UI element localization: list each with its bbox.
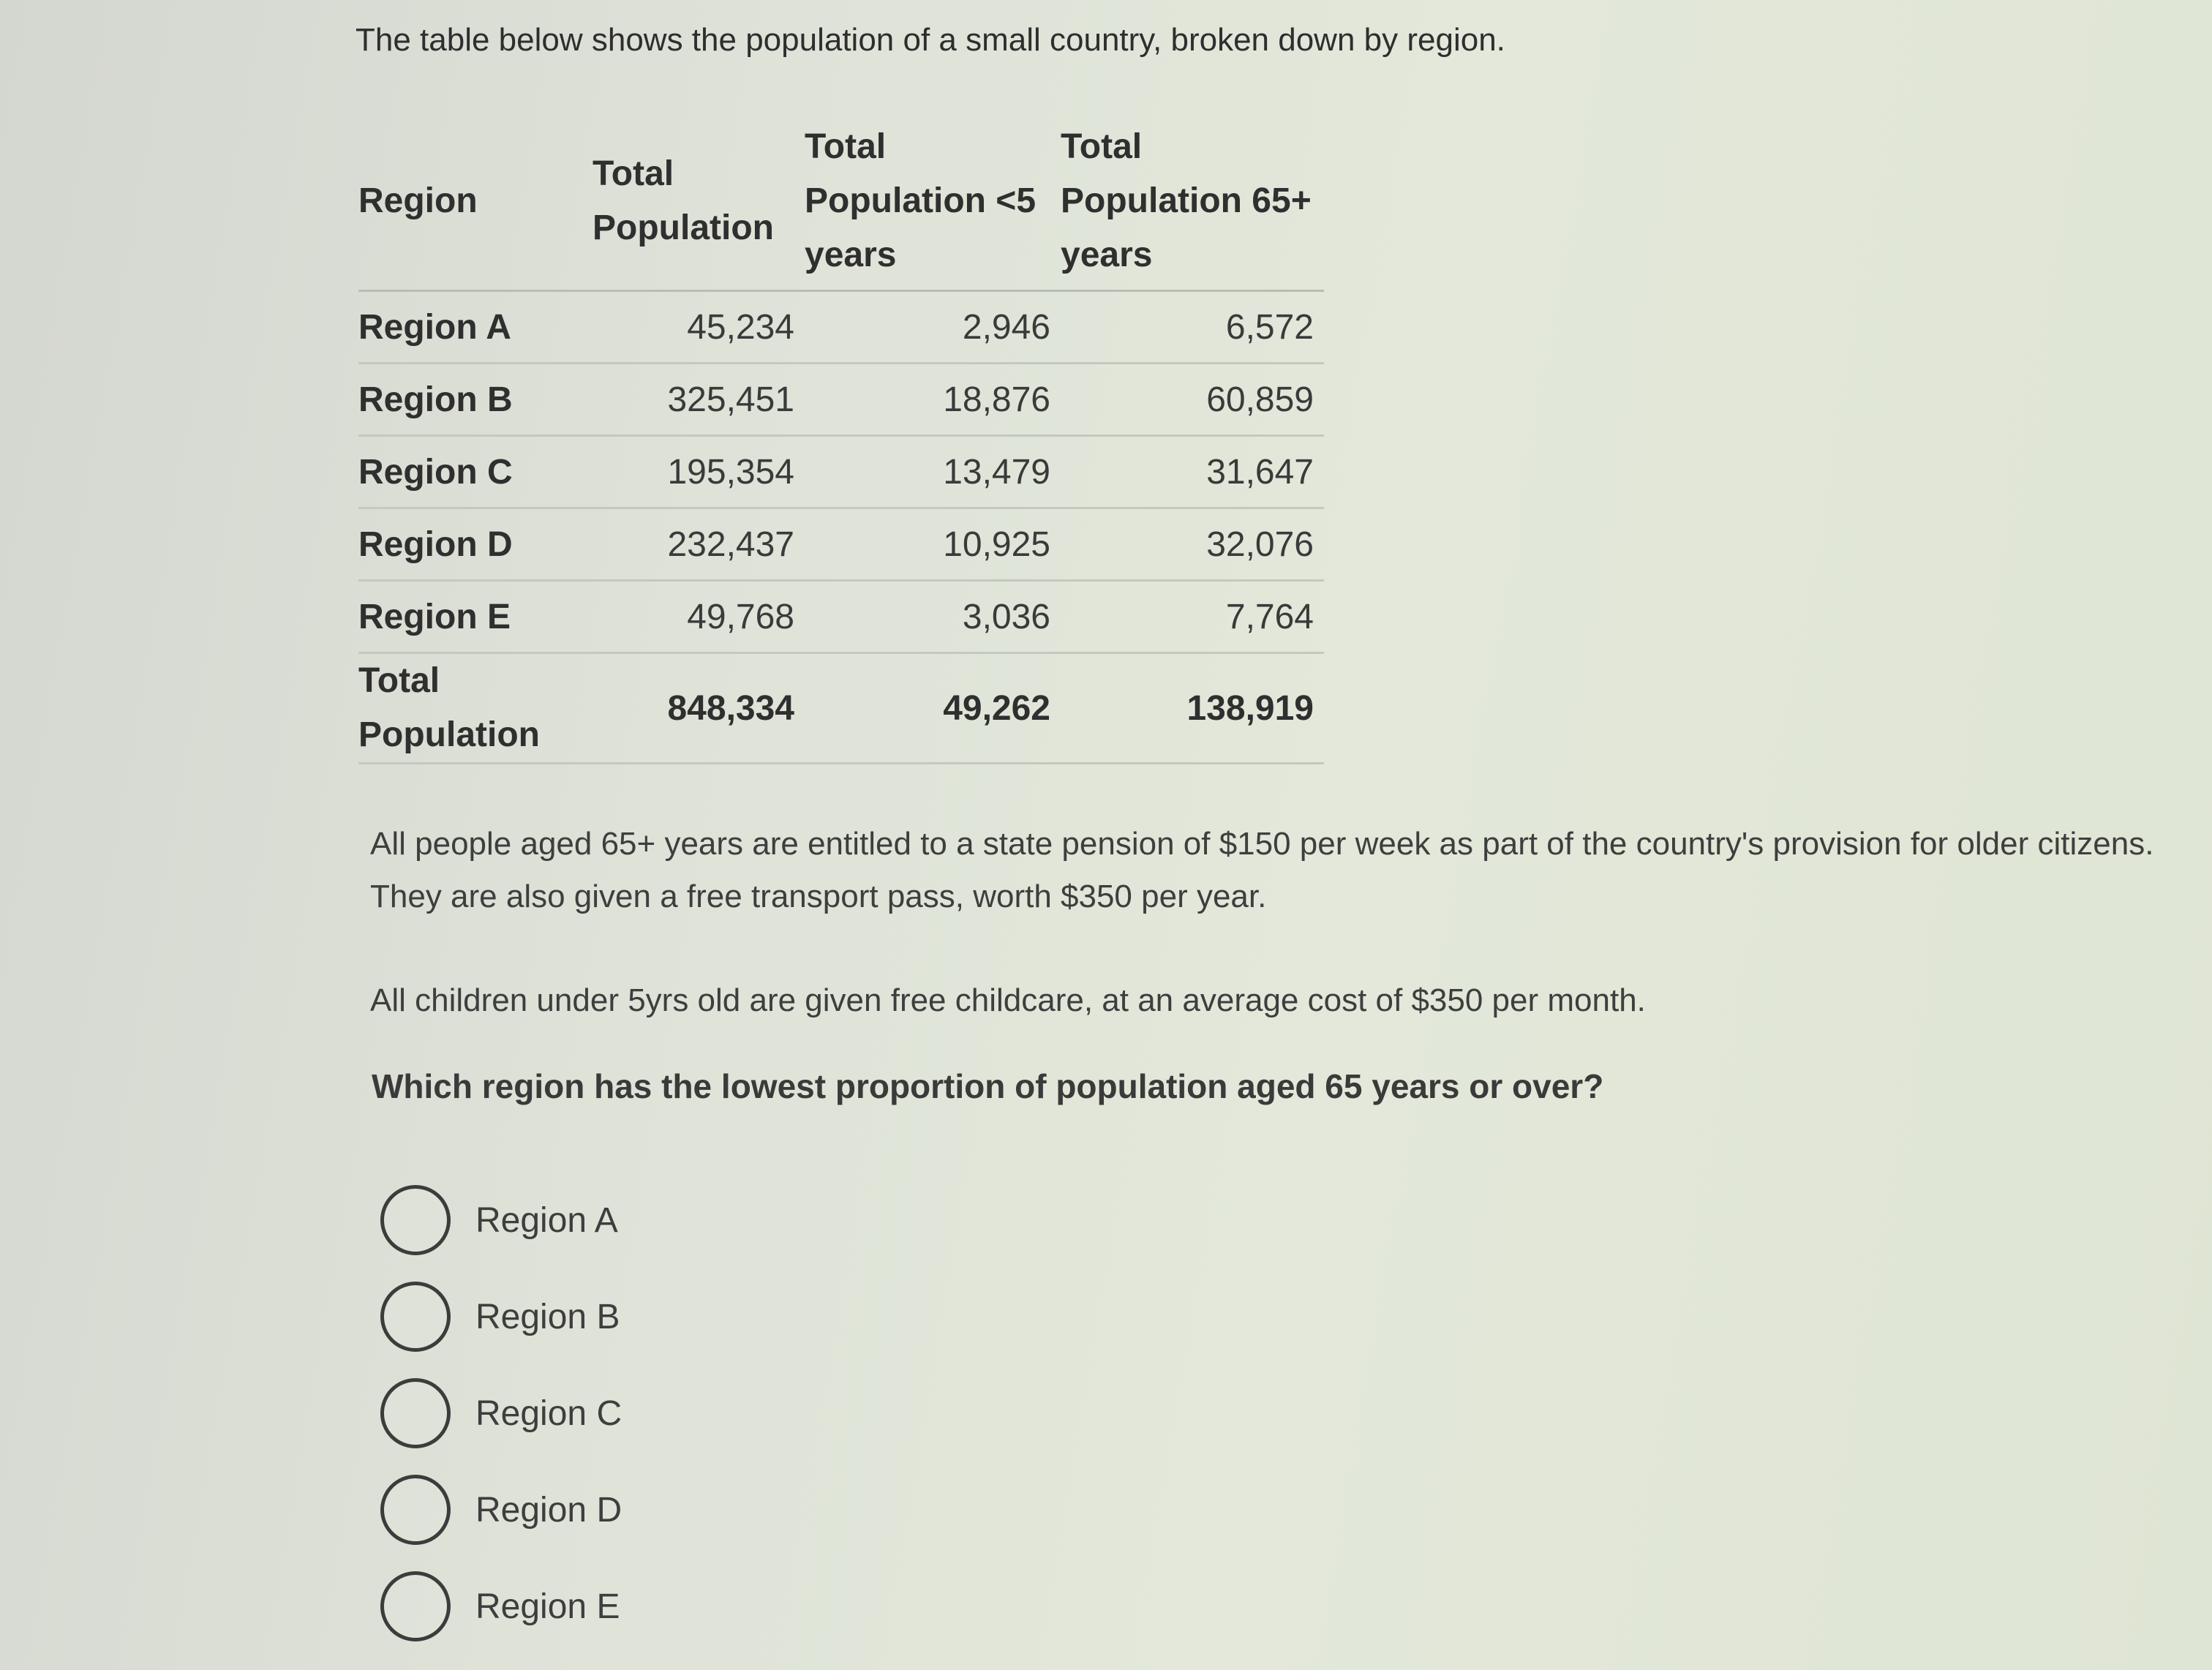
childcare-paragraph: All children under 5yrs old are given free childcare, at an average cost of $350 per month. (370, 982, 1646, 1018)
radio-button[interactable] (380, 1571, 451, 1641)
radio-button[interactable] (380, 1475, 451, 1545)
option-region-b[interactable] (380, 1268, 622, 1365)
radio-button[interactable] (380, 1378, 451, 1448)
option-region-e[interactable] (380, 1558, 622, 1655)
row-population-65-plus: 32,076 (1061, 508, 1324, 581)
total-row-population-under-5: 49,262 (805, 653, 1061, 764)
option-region-a[interactable] (380, 1172, 622, 1268)
row-population-65-plus: 6,572 (1061, 291, 1324, 364)
radio-button[interactable] (380, 1185, 451, 1255)
row-total-population: 232,437 (592, 508, 805, 581)
option-region-d[interactable] (380, 1462, 622, 1558)
total-row-total-population: 848,334 (592, 653, 805, 764)
row-region-name: Region C (358, 436, 592, 508)
answer-options (380, 1172, 622, 1655)
row-population-under-5: 10,925 (805, 508, 1061, 581)
population-table (358, 117, 1324, 764)
total-row-label: Total Population (358, 653, 592, 764)
option-label: Region E (475, 1587, 620, 1626)
option-label: Region B (475, 1297, 620, 1336)
total-row-population-65-plus: 138,919 (1061, 653, 1324, 764)
header-population-under-5: Total Population <5 years (805, 117, 1061, 291)
table-total-row (358, 653, 1324, 764)
table-row (358, 291, 1324, 364)
row-total-population: 325,451 (592, 364, 805, 436)
row-population-65-plus: 7,764 (1061, 581, 1324, 653)
option-label: Region A (475, 1200, 618, 1240)
row-total-population: 49,768 (592, 581, 805, 653)
table-row (358, 581, 1324, 653)
question-text: Which region has the lowest proportion of population aged 65 years or over? (372, 1067, 1604, 1105)
table-header-row (358, 117, 1324, 291)
header-total-population: Total Population (592, 117, 805, 291)
option-label: Region C (475, 1393, 622, 1433)
table-row (358, 508, 1324, 581)
row-population-65-plus: 60,859 (1061, 364, 1324, 436)
table-row (358, 436, 1324, 508)
intro-text: The table below shows the population of a small country, broken down by region. (356, 22, 1505, 58)
row-total-population: 45,234 (592, 291, 805, 364)
row-population-under-5: 3,036 (805, 581, 1061, 653)
row-region-name: Region B (358, 364, 592, 436)
header-population-65-plus: Total Population 65+ years (1061, 117, 1324, 291)
row-population-under-5: 18,876 (805, 364, 1061, 436)
header-region: Region (358, 117, 592, 291)
row-region-name: Region E (358, 581, 592, 653)
row-population-under-5: 2,946 (805, 291, 1061, 364)
row-population-65-plus: 31,647 (1061, 436, 1324, 508)
row-region-name: Region A (358, 291, 592, 364)
row-total-population: 195,354 (592, 436, 805, 508)
pension-paragraph: All people aged 65+ years are entitled to a state pension of $150 per week as part of the country's provision for older citizens. They are also given a free transport pass, worth $350 per year. (370, 826, 2154, 914)
radio-button[interactable] (380, 1282, 451, 1352)
row-population-under-5: 13,479 (805, 436, 1061, 508)
table-row (358, 364, 1324, 436)
option-label: Region D (475, 1490, 622, 1530)
option-region-c[interactable] (380, 1365, 622, 1462)
row-region-name: Region D (358, 508, 592, 581)
